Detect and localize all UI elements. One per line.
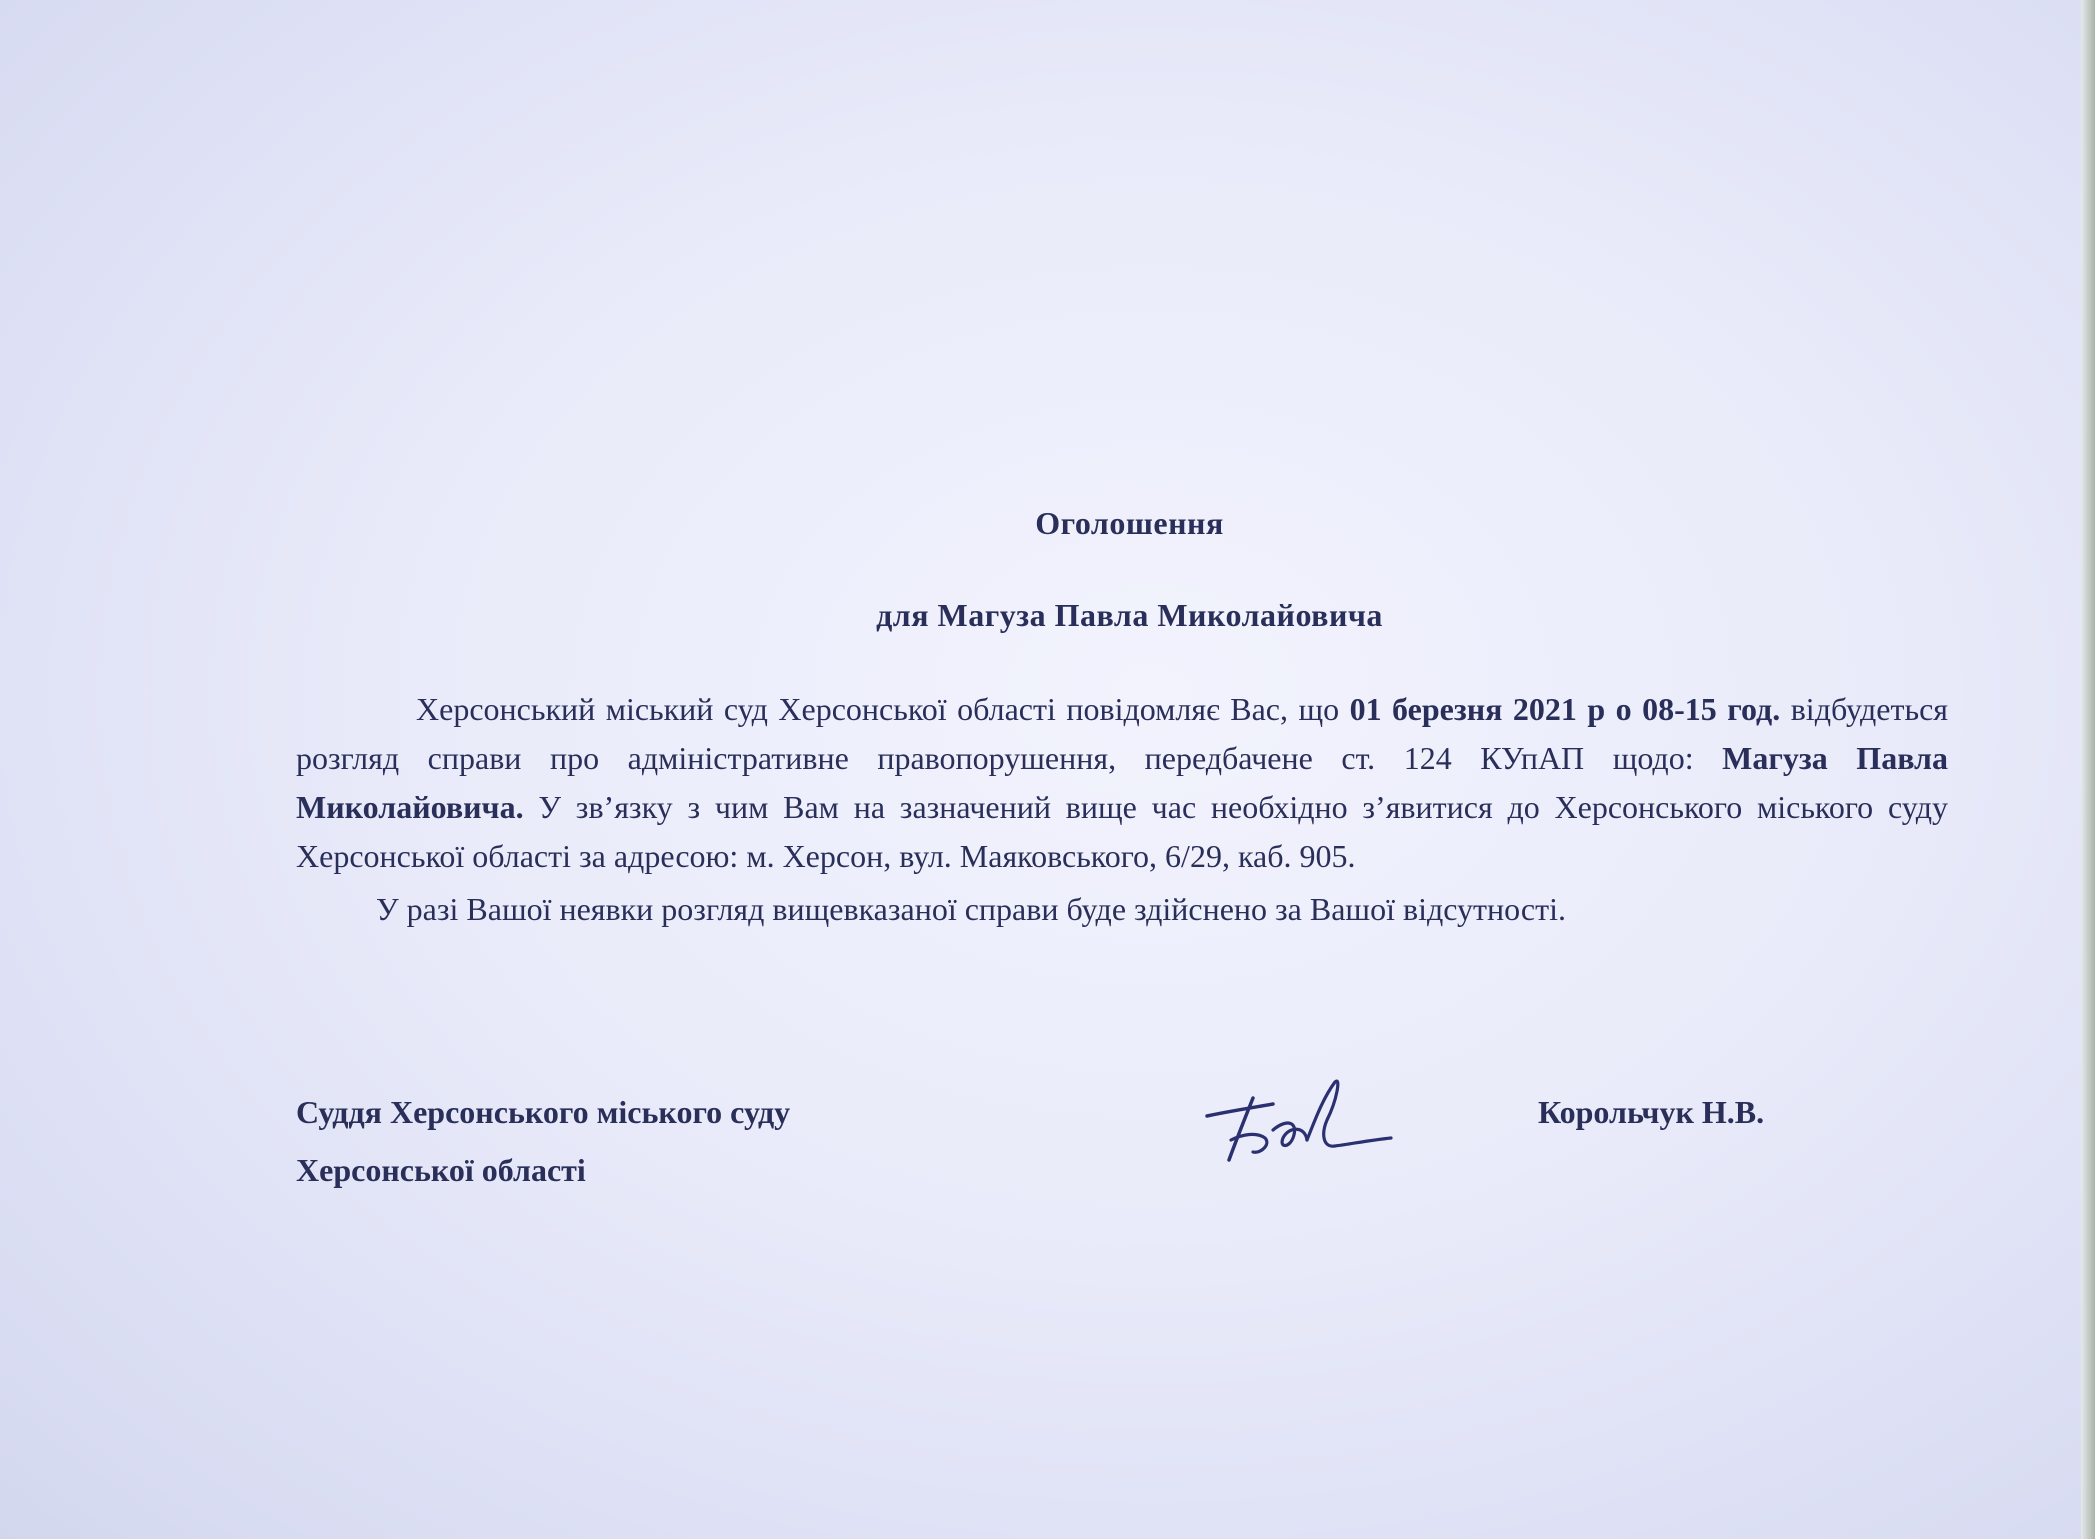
notice-body (296, 685, 1948, 934)
notice-paragraph-1 (296, 685, 1948, 881)
document-subtitle: для Магуза Павла Миколайовича (876, 597, 1383, 633)
handwritten-signature-icon (1195, 1068, 1395, 1168)
judge-position-line-1: Суддя Херсонського міського суду (296, 1094, 791, 1130)
defendant-name: Магуза Павла Миколайовича. (296, 740, 1949, 825)
judge-name: Корольчук Н.В. (1538, 1094, 1765, 1130)
table-edge (2081, 0, 2095, 1539)
notice-intro: Херсонський міський суд Херсонської області повідомляє Вас, що (416, 691, 1350, 727)
judge-position (296, 1083, 790, 1199)
document-title: Оголошення (1035, 505, 1224, 541)
hearing-datetime: 01 березня 2021 р о 08-15 год. (1349, 691, 1781, 727)
notice-middle: відбудеться розгляд справи про адміністративне правопорушення, передбачене ст. 124 КУпАП щодо: (296, 691, 1949, 776)
notice-paragraph-2: У разі Вашої неявки розгляд вищевказаної справи буде здійснено за Вашої відсутності. (376, 891, 1566, 927)
judge-position-line-2: Херсонської області (296, 1152, 586, 1188)
notice-ending: У зв’язку з чим Вам на зазначений вище час необхідно з’явитися до Херсонського міського суду Херсонської області за адресою: м. Херсон, вул. Маяковського, 6/29, каб. 905. (296, 789, 1948, 874)
